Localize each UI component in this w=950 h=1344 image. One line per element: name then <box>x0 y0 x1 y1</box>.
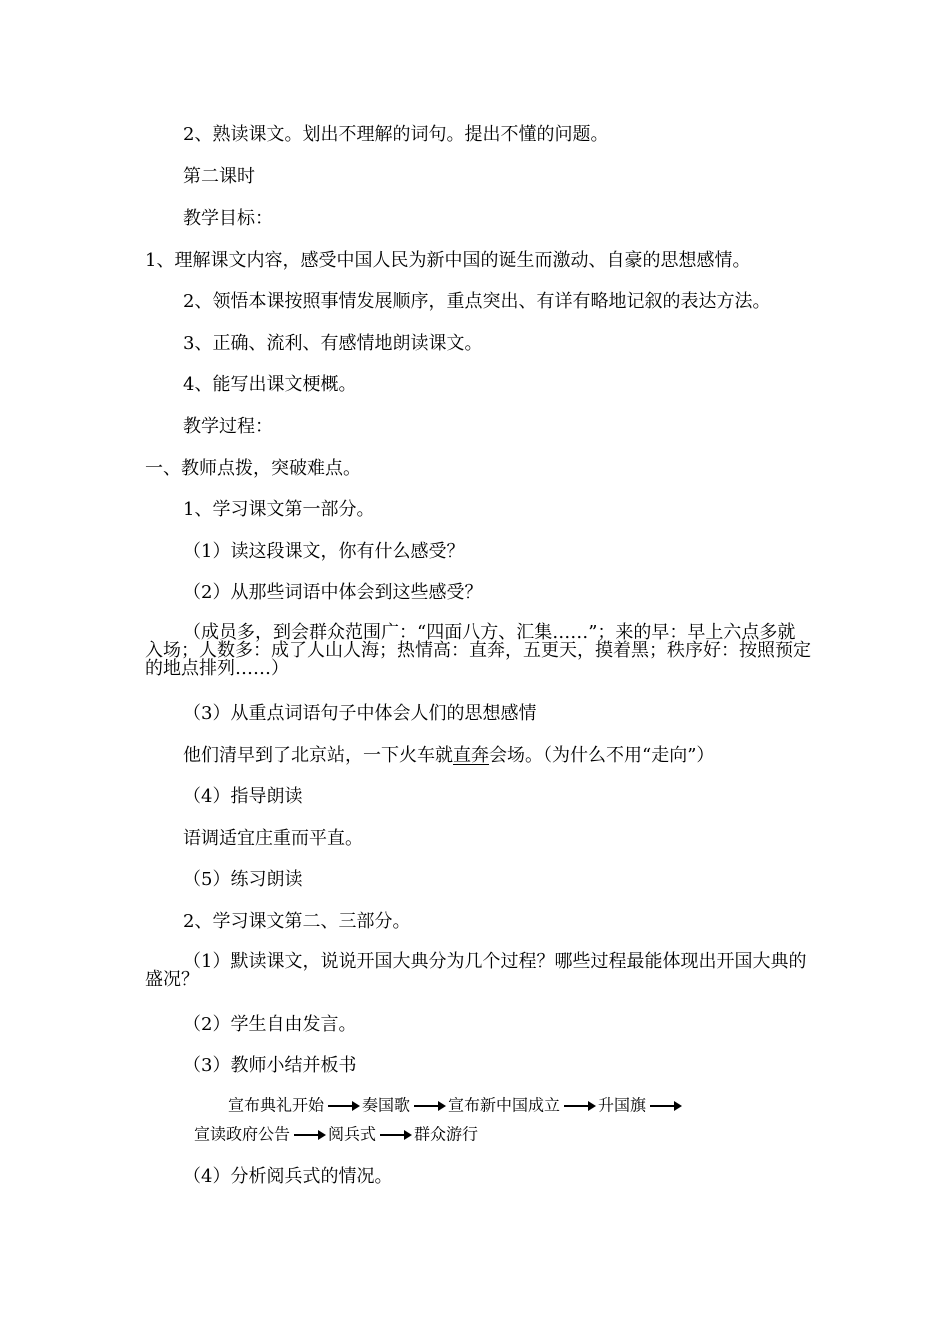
section-heading: 第二课时 <box>183 166 255 187</box>
text-line: （3）从重点词语句子中体会人们的思想感情 <box>183 703 537 724</box>
arrow-right-icon <box>564 1105 594 1107</box>
flow-step: 奏国歌 <box>362 1095 411 1115</box>
text-line: 2、学习课文第二、三部分。 <box>183 911 411 932</box>
arrow-right-icon <box>650 1105 680 1107</box>
flow-diagram-row-2 <box>194 1124 478 1145</box>
flow-step: 宣读政府公告 <box>194 1124 291 1144</box>
text-line: （5）练习朗读 <box>183 869 303 890</box>
flow-step: 阅兵式 <box>328 1124 377 1144</box>
text-line: 教学过程： <box>183 416 273 437</box>
text-line: （2）学生自由发言。 <box>183 1014 357 1035</box>
flow-step: 宣布典礼开始 <box>228 1095 325 1115</box>
arrow-right-icon <box>294 1134 324 1136</box>
text-line: （1）读这段课文，你有什么感受？ <box>183 541 465 562</box>
text-line: 1、学习课文第一部分。 <box>183 499 375 520</box>
text-line: （4）分析阅兵式的情况。 <box>183 1166 393 1187</box>
text-line: 3、正确、流利、有感情地朗读课文。 <box>183 333 483 354</box>
arrow-right-icon <box>380 1134 410 1136</box>
text-line: 1、理解课文内容，感受中国人民为新中国的诞生而激动、自豪的思想感情。 <box>145 250 751 271</box>
text-line: （4）指导朗读 <box>183 786 303 807</box>
text-line: （2）从那些词语中体会到这些感受？ <box>183 582 483 603</box>
text-line: 语调适宜庄重而平直。 <box>183 828 363 849</box>
text-line: 教学目标： <box>183 208 273 229</box>
text-paragraph: （成员多，到会群众范围广：“四面八方、汇集……”；来的早：早上六点多就入场；人数多：成了人山人海；热情高：直奔，五更天，摸着黑；秩序好：按照预定的地点排列……） <box>145 622 811 679</box>
text-line <box>183 745 714 767</box>
arrow-right-icon <box>328 1105 358 1107</box>
flow-diagram-row-1 <box>228 1095 684 1116</box>
flow-step: 升国旗 <box>598 1095 647 1115</box>
underlined-word: 直奔 <box>453 745 489 766</box>
flow-step: 宣布新中国成立 <box>448 1095 561 1115</box>
arrow-right-icon <box>414 1105 444 1107</box>
flow-step: 群众游行 <box>414 1124 479 1144</box>
text-segment: 会场。（为什么不用“走向”） <box>489 745 715 766</box>
text-segment: 他们清早到了北京站，一下火车就 <box>183 745 453 766</box>
text-paragraph: （1）默读课文，说说开国大典分为几个过程？哪些过程最能体现出开国大典的盛况？ <box>145 951 807 990</box>
text-line: 一、教师点拨，突破难点。 <box>145 458 361 479</box>
text-line: 2、领悟本课按照事情发展顺序，重点突出、有详有略地记叙的表达方法。 <box>183 291 771 312</box>
text-line: 4、能写出课文梗概。 <box>183 374 357 395</box>
text-line: （3）教师小结并板书 <box>183 1055 357 1076</box>
text-line: 2、熟读课文。划出不理解的词句。提出不懂的问题。 <box>183 124 609 145</box>
